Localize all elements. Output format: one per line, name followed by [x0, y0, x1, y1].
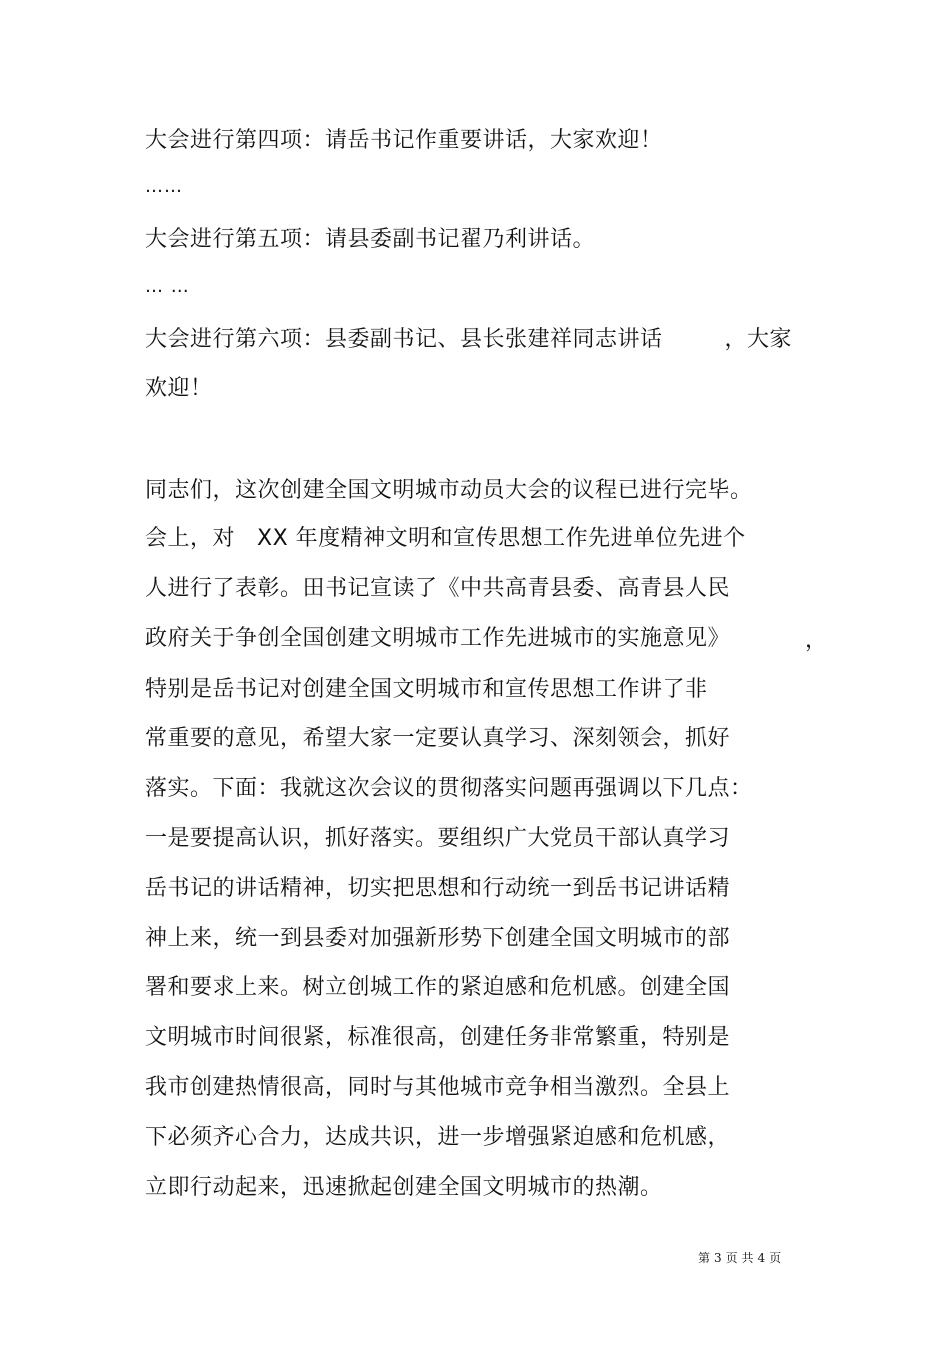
body-line-11: 署和要求上来。树立创城工作的紧迫感和危机感。创建全国 — [145, 975, 731, 1000]
body-line-4-comma: ， — [805, 628, 828, 653]
footer-suffix: 页 — [769, 1251, 782, 1265]
ellipsis-2: … … — [145, 276, 190, 297]
body-line-14: 下必须齐心合力，达成共识，进一步增强紧迫感和危机感， — [145, 1125, 731, 1150]
footer-total-pages: 4 — [757, 1251, 766, 1265]
body-line-2-start: 会上，对 — [145, 526, 236, 551]
body-line-3: 人进行了表彰。田书记宣读了《中共高青县委、高青县人民 — [145, 576, 731, 601]
agenda-item-6-text: 大会进行第六项：县委副书记、县长张建祥同志讲话 — [145, 327, 663, 352]
body-line-1: 同志们，这次创建全国文明城市动员大会的议程已进行完毕。 — [145, 478, 753, 503]
body-line-7: 落实。下面：我就这次会议的贯彻落实问题再强调以下几点： — [145, 776, 753, 801]
ellipsis-1: …… — [145, 176, 183, 197]
footer-page-number: 3 — [714, 1251, 722, 1265]
page-footer — [698, 1250, 785, 1266]
footer-mid: 页 共 — [725, 1251, 754, 1265]
body-line-12: 文明城市时间很紧，标准很高，创建任务非常繁重，特别是 — [145, 1025, 731, 1050]
body-line-2 — [145, 524, 746, 554]
body-line-15: 立即行动起来，迅速掀起创建全国文明城市的热潮。 — [145, 1175, 663, 1200]
agenda-item-4: 大会进行第四项：请岳书记作重要讲话，大家欢迎！ — [145, 128, 663, 153]
body-line-2-rest: XX 年度精神文明和宣传思想工作先进单位先进个 — [257, 526, 746, 551]
agenda-item-6-continued: 欢迎！ — [145, 376, 213, 401]
body-line-13: 我市创建热情很高，同时与其他城市竞争相当激烈。全县上 — [145, 1075, 731, 1100]
footer-prefix: 第 — [698, 1251, 711, 1265]
body-line-8: 一是要提高认识，抓好落实。要组织广大党员干部认真学习 — [145, 826, 731, 851]
body-line-4: 政府关于争创全国创建文明城市工作先进城市的实施意见》 — [145, 626, 731, 651]
agenda-item-5: 大会进行第五项：请县委副书记翟乃利讲话。 — [145, 227, 596, 252]
body-line-5: 特别是岳书记对创建全国文明城市和宣传思想工作讲了非 — [145, 677, 708, 702]
body-line-6: 常重要的意见，希望大家一定要认真学习、深刻领会，抓好 — [145, 726, 731, 751]
agenda-item-6-tail: ，大家 — [724, 327, 793, 352]
agenda-item-6 — [145, 325, 792, 355]
body-line-10: 神上来，统一到县委对加强新形势下创建全国文明城市的部 — [145, 926, 731, 951]
body-line-9: 岳书记的讲话精神，切实把思想和行动统一到岳书记讲话精 — [145, 876, 731, 901]
